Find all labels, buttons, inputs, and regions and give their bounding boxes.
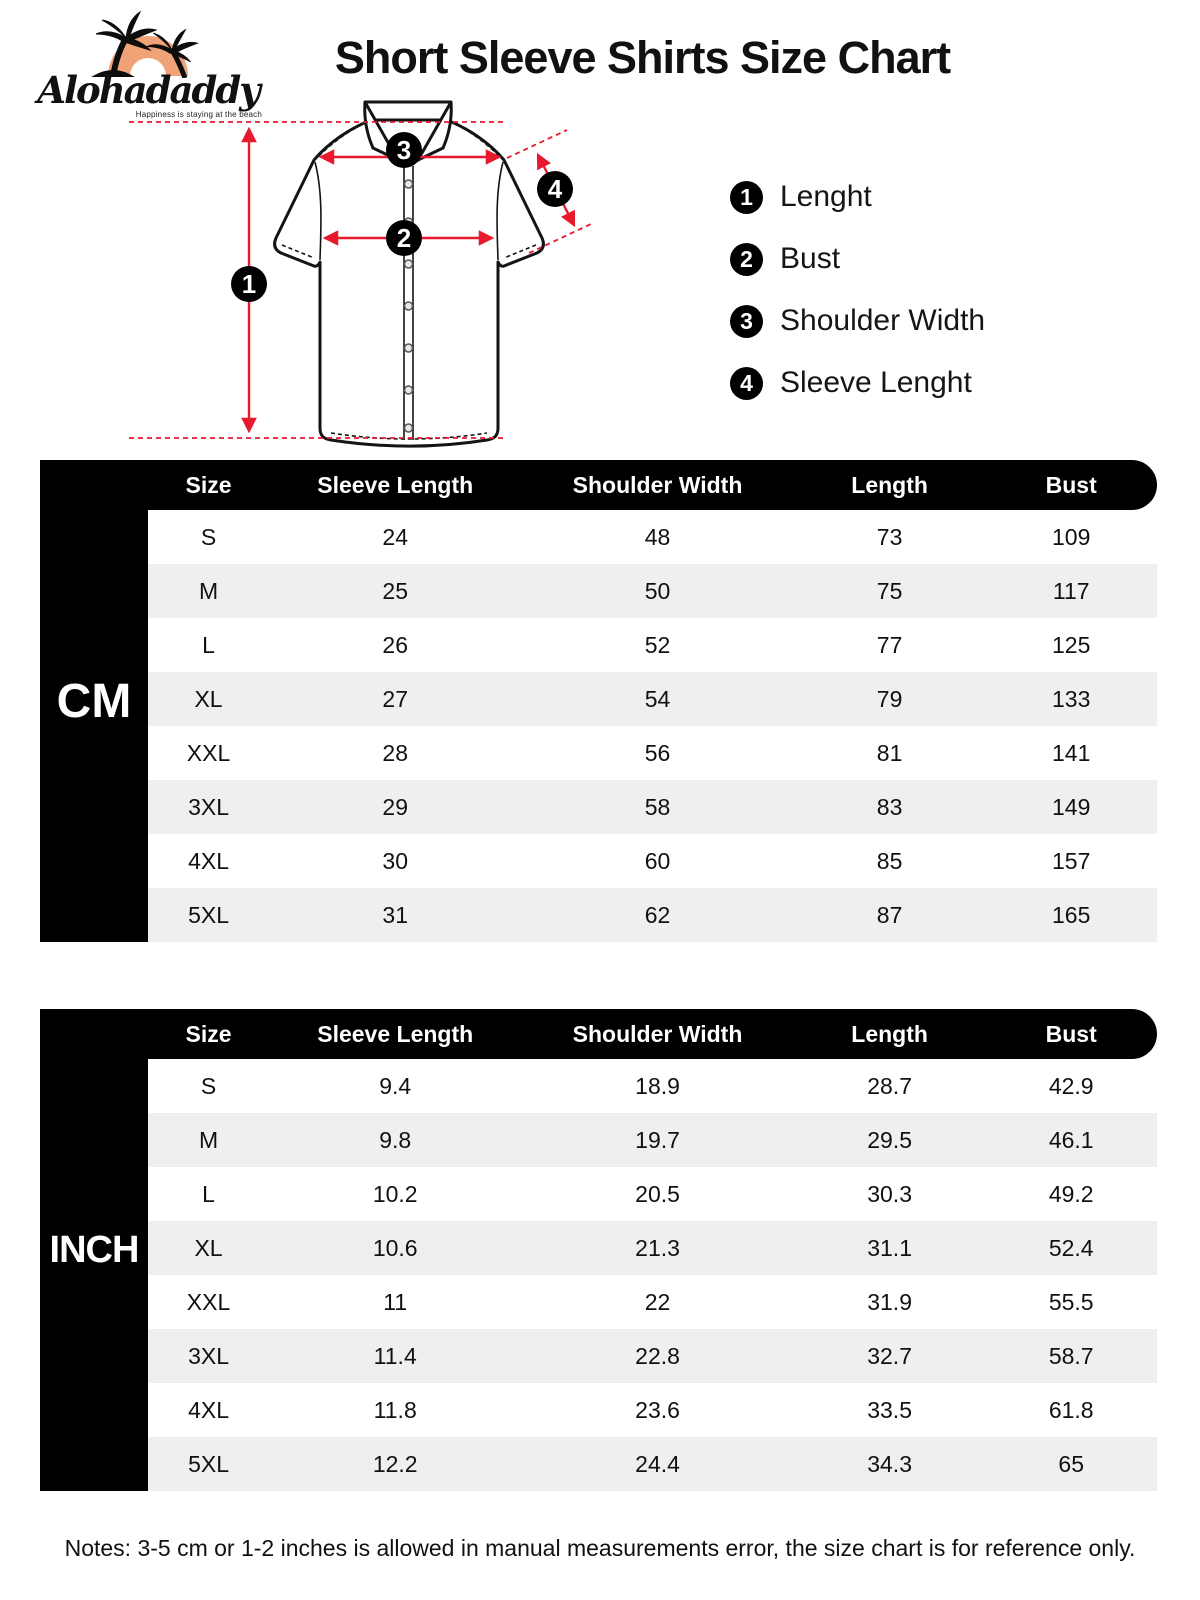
- legend-number-badge: 4: [730, 367, 763, 400]
- table-row: [148, 1329, 1157, 1383]
- table-cell: S: [200, 1072, 217, 1099]
- table-cell: XL: [194, 1234, 223, 1261]
- column-header: Shoulder Width: [572, 471, 743, 498]
- table-row: [148, 1383, 1157, 1437]
- table-cell: 30: [382, 847, 408, 874]
- table-row: [148, 1437, 1157, 1491]
- badge-1: 1: [241, 269, 257, 300]
- table-cell: M: [198, 577, 219, 604]
- table-cell: 9.8: [379, 1126, 412, 1153]
- table-cell: 81: [876, 739, 903, 766]
- table-header: [40, 460, 1157, 510]
- table-cell: 24.4: [635, 1450, 680, 1477]
- column-header: Length: [851, 471, 928, 498]
- table-cell: 4XL: [188, 1396, 229, 1423]
- legend-number-badge: 3: [730, 305, 763, 338]
- table-cell: 133: [1052, 685, 1091, 712]
- table-cell: 19.7: [635, 1126, 680, 1153]
- table-cell: 30.3: [867, 1180, 912, 1207]
- table-cell: 29.5: [867, 1126, 912, 1153]
- table-cell: 56: [644, 739, 671, 766]
- table-cell: 21.3: [635, 1234, 680, 1261]
- table-cell: 22.8: [635, 1342, 680, 1369]
- table-cell: 149: [1052, 793, 1091, 820]
- column-header: Length: [851, 1020, 928, 1047]
- table-cell: S: [200, 523, 217, 550]
- table-cell: 28.7: [867, 1072, 912, 1099]
- table-cell: 87: [876, 901, 903, 928]
- table-cell: 165: [1052, 901, 1091, 928]
- table-cell: 24: [382, 523, 408, 550]
- legend-number-badge: 1: [730, 181, 763, 214]
- legend-number-badge: 2: [730, 243, 763, 276]
- table-row: [148, 834, 1157, 888]
- table-cell: 125: [1052, 631, 1091, 658]
- table-cell: 11: [383, 1288, 408, 1315]
- table-cell: XXL: [186, 1288, 231, 1315]
- size-table-inch: [40, 1009, 1157, 1491]
- table-cell: 117: [1052, 577, 1090, 604]
- table-cell: 65: [1058, 1450, 1084, 1477]
- table-cell: 73: [876, 523, 903, 550]
- table-cell: 61.8: [1048, 1396, 1094, 1423]
- table-cell: 10.2: [372, 1180, 418, 1207]
- table-row: [148, 1059, 1157, 1113]
- unit-label: CM: [56, 674, 132, 728]
- table-cell: 11.4: [373, 1342, 417, 1369]
- table-cell: 23.6: [635, 1396, 680, 1423]
- table-cell: 20.5: [635, 1180, 680, 1207]
- table-cell: 3XL: [188, 1342, 229, 1369]
- table-cell: 27: [382, 685, 408, 712]
- unit-rail: [40, 1009, 148, 1491]
- table-cell: 85: [876, 847, 903, 874]
- table-cell: 31: [382, 901, 408, 928]
- legend-label: Sleeve Lenght: [780, 366, 972, 399]
- table-row: [148, 672, 1157, 726]
- column-header: Shoulder Width: [572, 1020, 743, 1047]
- legend-item: [730, 180, 985, 214]
- table-cell: 42.9: [1048, 1072, 1094, 1099]
- legend-label: Bust: [780, 242, 841, 275]
- table-body: [148, 1059, 1157, 1491]
- table-cell: 60: [644, 847, 671, 874]
- table-row: [148, 1167, 1157, 1221]
- unit-rail: [40, 460, 148, 942]
- badge-4: 4: [547, 174, 563, 205]
- column-header: Bust: [1045, 1020, 1097, 1047]
- table-cell: 48: [644, 523, 671, 550]
- column-header: Sleeve Length: [317, 471, 474, 498]
- table-cell: XL: [194, 685, 223, 712]
- table-cell: 5XL: [188, 901, 229, 928]
- table-row: [148, 1221, 1157, 1275]
- table-row: [148, 564, 1157, 618]
- table-cell: 26: [382, 631, 408, 658]
- table-cell: 22: [644, 1288, 671, 1315]
- table-row: [148, 510, 1157, 564]
- legend: [730, 180, 985, 400]
- table-cell: 79: [876, 685, 903, 712]
- unit-label: INCH: [49, 1228, 139, 1271]
- brand-tagline: Happiness is staying at the beach: [135, 110, 262, 119]
- table-row: [148, 1113, 1157, 1167]
- table-cell: 55.5: [1048, 1288, 1094, 1315]
- table-cell: 58.7: [1048, 1342, 1094, 1369]
- table-cell: 62: [644, 901, 671, 928]
- table-cell: 28: [382, 739, 408, 766]
- table-cell: 9.4: [379, 1072, 412, 1099]
- table-cell: XXL: [186, 739, 231, 766]
- table-cell: 31.9: [867, 1288, 912, 1315]
- badge-3: 3: [396, 135, 412, 166]
- table-cell: 50: [644, 577, 671, 604]
- table-cell: 12.2: [372, 1450, 418, 1477]
- column-header: Size: [185, 1020, 232, 1047]
- table-cell: 10.6: [372, 1234, 418, 1261]
- badge-2: 2: [396, 223, 412, 254]
- table-row: [148, 780, 1157, 834]
- table-cell: 32.7: [867, 1342, 912, 1369]
- column-header: Bust: [1045, 471, 1097, 498]
- table-cell: 33.5: [867, 1396, 912, 1423]
- brand-name: Alohadaddy: [37, 68, 259, 112]
- table-cell: 4XL: [188, 847, 229, 874]
- table-cell: 141: [1052, 739, 1091, 766]
- table-cell: 29: [382, 793, 408, 820]
- table-cell: 52: [644, 631, 671, 658]
- table-cell: L: [202, 631, 215, 658]
- legend-label: Shoulder Width: [780, 304, 986, 337]
- table-row: [148, 1275, 1157, 1329]
- table-cell: 75: [876, 577, 903, 604]
- table-row: [148, 618, 1157, 672]
- table-cell: 52.4: [1048, 1234, 1094, 1261]
- column-header: Sleeve Length: [317, 1020, 474, 1047]
- table-body: [148, 510, 1157, 942]
- table-cell: 5XL: [188, 1450, 229, 1477]
- page-title: Short Sleeve Shirts Size Chart: [334, 32, 951, 83]
- legend-label: Lenght: [780, 180, 872, 213]
- table-cell: 54: [644, 685, 671, 712]
- legend-item: [730, 366, 985, 400]
- table-cell: 58: [644, 793, 671, 820]
- notes-text: Notes: 3-5 cm or 1-2 inches is allowed in manual measurements error, the size chart is for reference only.: [64, 1535, 1136, 1561]
- table-cell: 31.1: [867, 1234, 912, 1261]
- table-cell: 3XL: [188, 793, 229, 820]
- size-table-cm: [40, 460, 1157, 942]
- table-cell: M: [198, 1126, 219, 1153]
- table-cell: 34.3: [867, 1450, 912, 1477]
- table-header: [40, 1009, 1157, 1059]
- legend-item: [730, 304, 985, 338]
- table-cell: 157: [1052, 847, 1091, 874]
- column-header: Size: [185, 471, 232, 498]
- table-cell: L: [202, 1180, 215, 1207]
- table-cell: 25: [382, 577, 408, 604]
- table-cell: 77: [876, 631, 903, 658]
- legend-item: [730, 242, 985, 276]
- table-cell: 46.1: [1048, 1126, 1094, 1153]
- table-row: [148, 888, 1157, 942]
- table-cell: 11.8: [373, 1396, 417, 1423]
- table-cell: 83: [876, 793, 903, 820]
- table-cell: 49.2: [1048, 1180, 1094, 1207]
- shirt-measurement-diagram: [115, 88, 710, 460]
- table-row: [148, 726, 1157, 780]
- table-cell: 109: [1052, 523, 1091, 550]
- table-cell: 18.9: [635, 1072, 680, 1099]
